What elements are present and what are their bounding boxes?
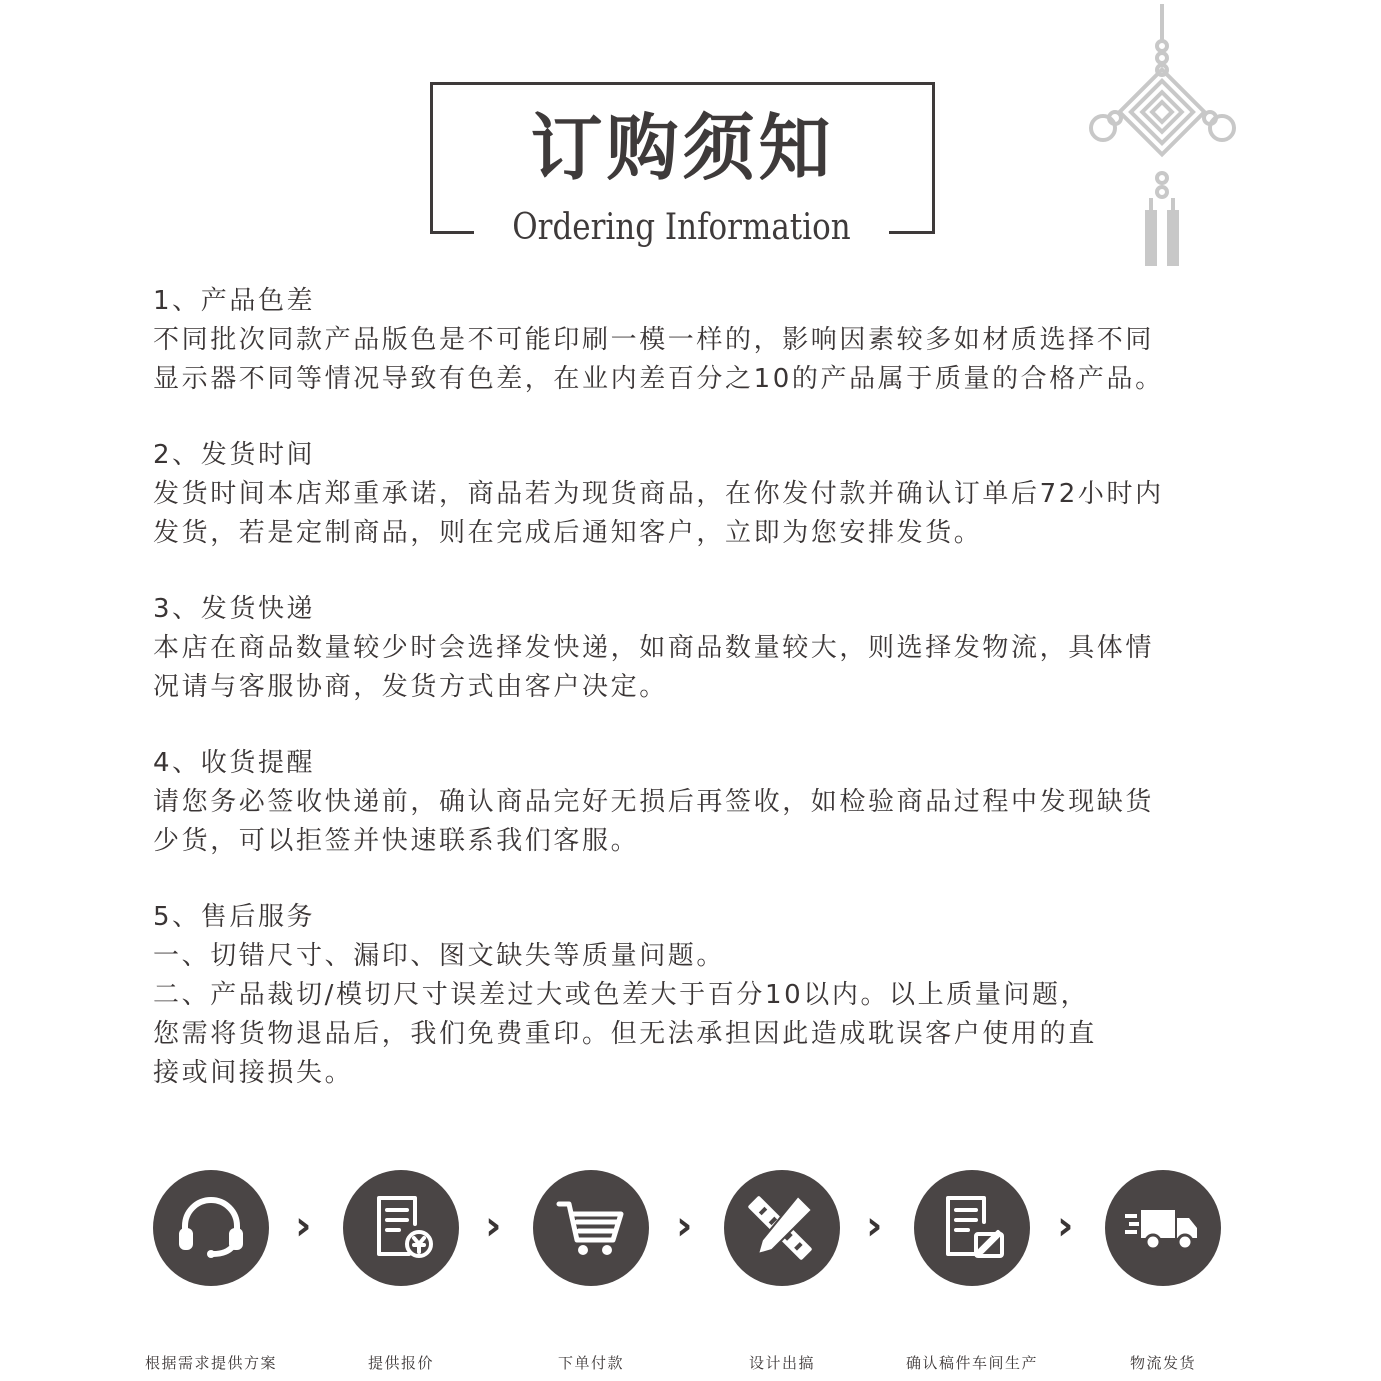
pencil-ruler-icon: [742, 1188, 822, 1268]
step-circle: [1105, 1170, 1221, 1286]
step-circle: [343, 1170, 459, 1286]
process-flow: [0, 1170, 1381, 1372]
page-title: 订购须知: [530, 106, 835, 190]
step-label: 下单付款: [557, 1354, 624, 1372]
step-label: 确认稿件车间生产: [905, 1354, 1038, 1372]
step-circle: [153, 1170, 269, 1286]
section-title: 2、发货时间: [153, 440, 316, 470]
section-after-sales: [153, 898, 1243, 1093]
section-text: 发货，若是定制商品，则在完成后通知客户，立即为您安排发货。: [153, 518, 983, 548]
headset-icon: [171, 1188, 251, 1268]
process-step: [126, 1170, 296, 1373]
section-text: 本店在商品数量较少时会选择发快递，如商品数量较大，则选择发物流，具体情: [153, 633, 1155, 663]
document-edit-icon: [932, 1188, 1012, 1268]
arrow-right-icon: ›: [295, 1203, 312, 1249]
shopping-cart-icon: [551, 1188, 631, 1268]
section-color-difference: [153, 282, 1243, 399]
arrow-right-icon: ›: [866, 1203, 883, 1249]
section-text: 请您务必签收快递前，确认商品完好无损后再签收，如检验商品过程中发现缺货: [153, 787, 1155, 817]
section-title: 5、售后服务: [153, 902, 316, 932]
chinese-knot-icon: [1085, 0, 1240, 270]
quote-document-icon: [361, 1188, 441, 1268]
section-title: 3、发货快递: [153, 594, 316, 624]
ordering-notes: [153, 282, 1243, 1130]
section-shipping-time: [153, 436, 1243, 553]
arrow-right-icon: ›: [1057, 1203, 1074, 1249]
frame-divider-right: [889, 231, 935, 234]
process-step: [506, 1170, 676, 1373]
section-receipt-reminder: [153, 744, 1243, 861]
step-label: 设计出搞: [748, 1354, 815, 1372]
process-step: [697, 1170, 867, 1373]
step-circle: [914, 1170, 1030, 1286]
process-step: [1078, 1170, 1248, 1373]
step-label: 提供报价: [367, 1354, 434, 1372]
step-label: 根据需求提供方案: [144, 1354, 277, 1372]
section-shipping-method: [153, 590, 1243, 707]
section-text: 不同批次同款产品版色是不可能印刷一模一样的，影响因素较多如材质选择不同: [153, 325, 1155, 355]
process-step: [316, 1170, 486, 1373]
process-step: [887, 1170, 1057, 1373]
section-title: 4、收货提醒: [153, 748, 316, 778]
step-circle: [533, 1170, 649, 1286]
page-subtitle: Ordering Information: [512, 207, 851, 248]
section-text: 二、产品裁切/模切尺寸误差过大或色差大于百分10以内。以上质量问题，: [153, 980, 1090, 1010]
section-text: 发货时间本店郑重承诺，商品若为现货商品，在你发付款并确认订单后72小时内: [153, 479, 1164, 509]
section-title: 1、产品色差: [153, 286, 316, 316]
step-circle: [724, 1170, 840, 1286]
frame-divider-left: [430, 231, 474, 234]
arrow-right-icon: ›: [676, 1203, 693, 1249]
section-text: 接或间接损失。: [153, 1058, 354, 1088]
section-text: 一、切错尺寸、漏印、图文缺失等质量问题。: [153, 941, 726, 971]
section-text: 少货，可以拒签并快速联系我们客服。: [153, 826, 640, 856]
delivery-truck-icon: [1123, 1188, 1203, 1268]
section-text: 况请与客服协商，发货方式由客户决定。: [153, 672, 668, 702]
section-text: 您需将货物退品后，我们免费重印。但无法承担因此造成耽误客户使用的直: [153, 1019, 1097, 1049]
arrow-right-icon: ›: [485, 1203, 502, 1249]
section-text: 显示器不同等情况导致有色差，在业内差百分之10的产品属于质量的合格产品。: [153, 364, 1164, 394]
step-label: 物流发货: [1129, 1354, 1196, 1372]
